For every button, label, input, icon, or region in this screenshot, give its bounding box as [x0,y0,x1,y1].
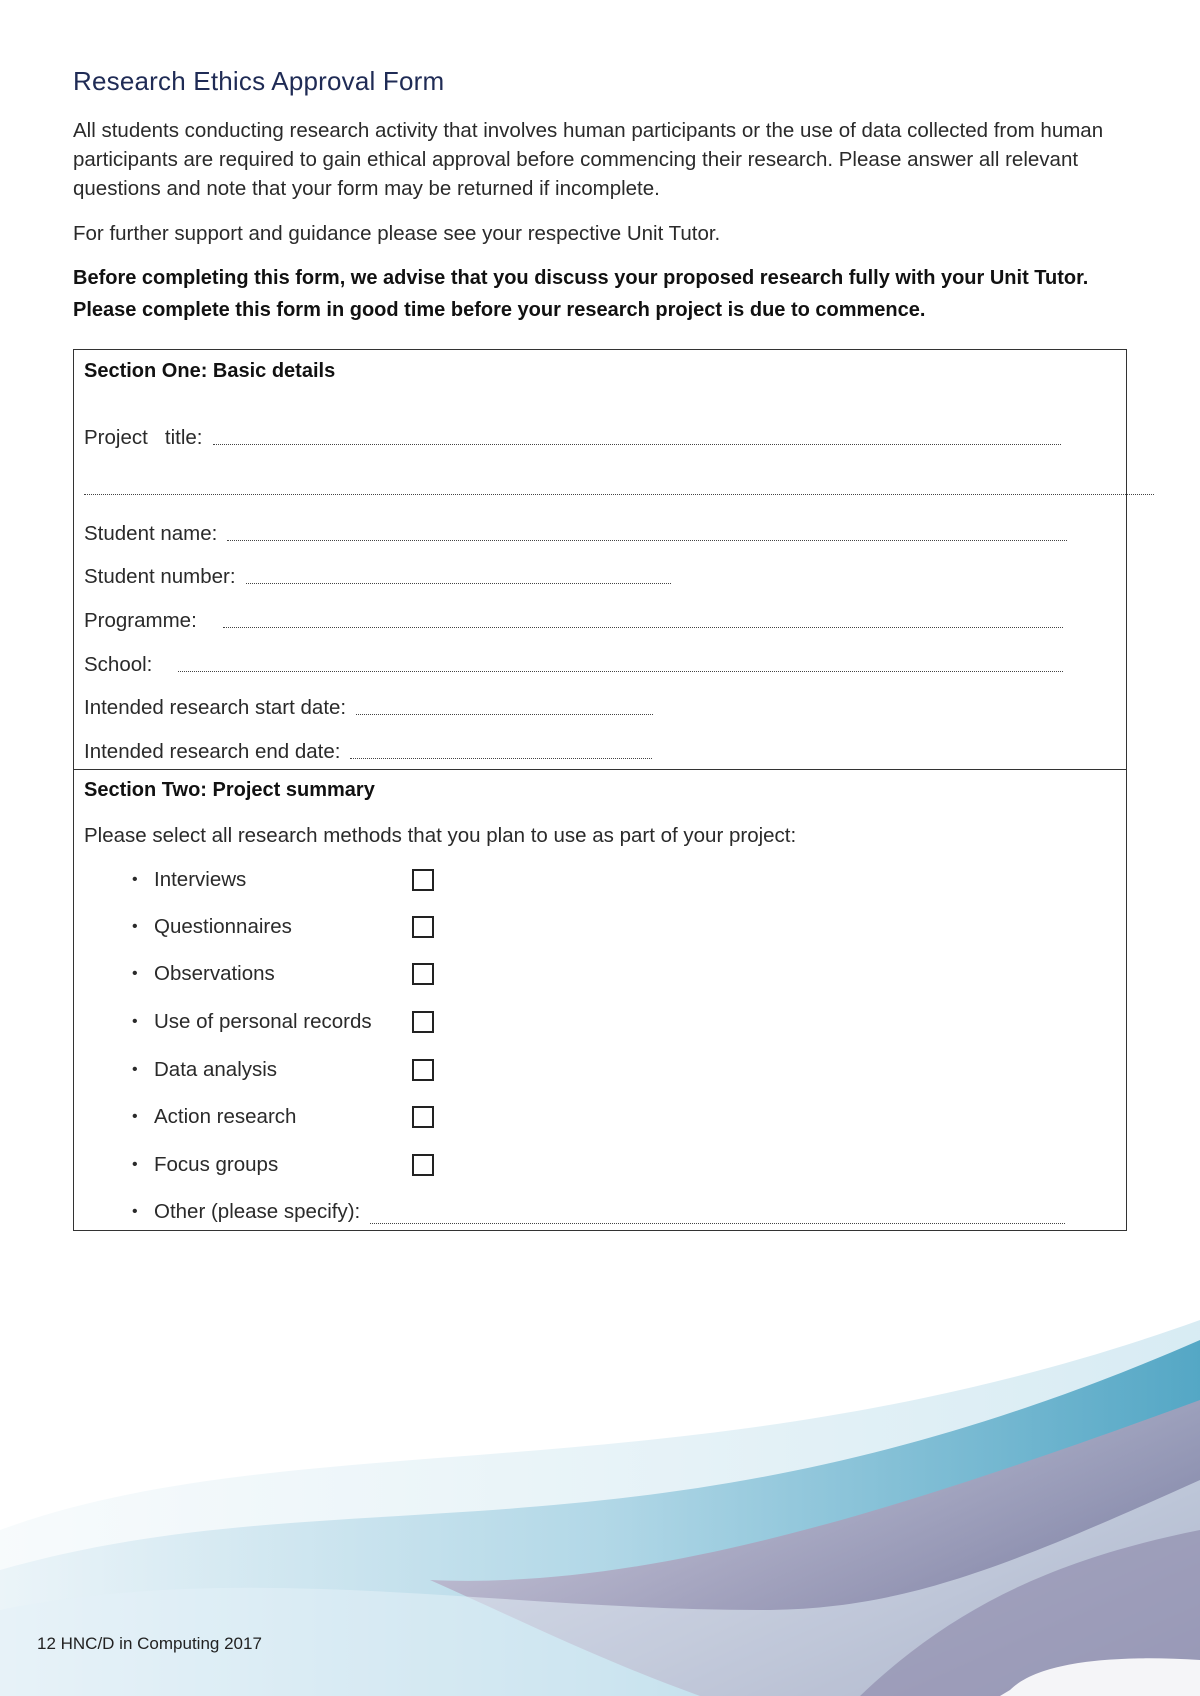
school-label: School: [84,653,153,676]
bullet-icon: • [132,965,138,982]
section-two-heading: Section Two: Project summary [84,779,375,801]
method-data-analysis [132,1058,434,1082]
method-label: Focus groups [154,1153,279,1176]
end-date-field[interactable] [84,740,652,764]
end-date-line[interactable] [350,757,652,759]
programme-label: Programme: [84,609,197,632]
project-title-field[interactable] [84,426,1061,450]
method-focus-groups [132,1153,434,1177]
page-title: Research Ethics Approval Form [73,66,445,96]
action-research-checkbox[interactable] [412,1106,434,1128]
student-number-field[interactable] [84,565,671,589]
method-label: Interviews [154,868,247,891]
method-label: Questionnaires [154,915,292,938]
bullet-icon: • [132,1108,138,1125]
bullet-icon: • [132,1203,138,1220]
start-date-field[interactable] [84,696,653,720]
data-analysis-checkbox[interactable] [412,1059,434,1081]
method-label: Observations [154,962,275,985]
personal-records-checkbox[interactable] [412,1011,434,1033]
bullet-icon: • [132,1156,138,1173]
method-interviews [132,868,434,892]
method-personal-records [132,1010,434,1034]
school-field[interactable] [84,653,1063,677]
section-one-heading: Section One: Basic details [84,360,336,382]
section-divider [74,769,1126,770]
student-number-label: Student number: [84,565,236,588]
other-line[interactable] [370,1222,1065,1224]
student-name-line[interactable] [227,539,1067,541]
start-date-label: Intended research start date: [84,696,347,719]
end-date-label: Intended research end date: [84,740,341,763]
programme-field[interactable] [84,609,1063,633]
interviews-checkbox[interactable] [412,869,434,891]
focus-groups-checkbox[interactable] [412,1154,434,1176]
support-paragraph: For further support and guidance please see your respective Unit Tutor. [73,222,721,245]
method-label: Action research [154,1105,297,1128]
method-label: Use of personal records [154,1010,372,1033]
project-title-label: Project title: [84,426,203,449]
methods-instruction: Please select all research methods that you plan to use as part of your project: [84,824,797,847]
student-name-field[interactable] [84,522,1067,546]
advice-paragraph: Before completing this form, we advise that you discuss your proposed research fully with your Unit Tutor. Please complete this form in good time before your research project is due to commence. [73,267,1089,321]
page-footer: 12 HNC/D in Computing 2017 [37,1634,262,1653]
method-other[interactable] [132,1200,1065,1224]
observations-checkbox[interactable] [412,963,434,985]
student-number-line[interactable] [246,582,671,584]
bullet-icon: • [132,1061,138,1078]
method-questionnaires [132,915,434,939]
bullet-icon: • [132,1013,138,1030]
programme-line[interactable] [223,626,1063,628]
bullet-icon: • [132,871,138,888]
start-date-line[interactable] [356,713,653,715]
school-line[interactable] [178,670,1063,672]
method-label: Data analysis [154,1058,278,1081]
method-observations [132,962,434,986]
other-label: Other (please specify): [154,1200,361,1223]
project-title-line-2[interactable] [84,494,1154,495]
form-box [73,349,1127,1231]
bullet-icon: • [132,918,138,935]
questionnaires-checkbox[interactable] [412,916,434,938]
student-name-label: Student name: [84,522,218,545]
method-action-research [132,1105,434,1129]
project-title-line[interactable] [213,443,1061,445]
intro-paragraph: All students conducting research activity that involves human participants or the use of data collected from human participants are required to gain ethical approval before commencing their research. Please answer all relevant questions and note that your form may be returned if incomplete. [73,119,1104,200]
